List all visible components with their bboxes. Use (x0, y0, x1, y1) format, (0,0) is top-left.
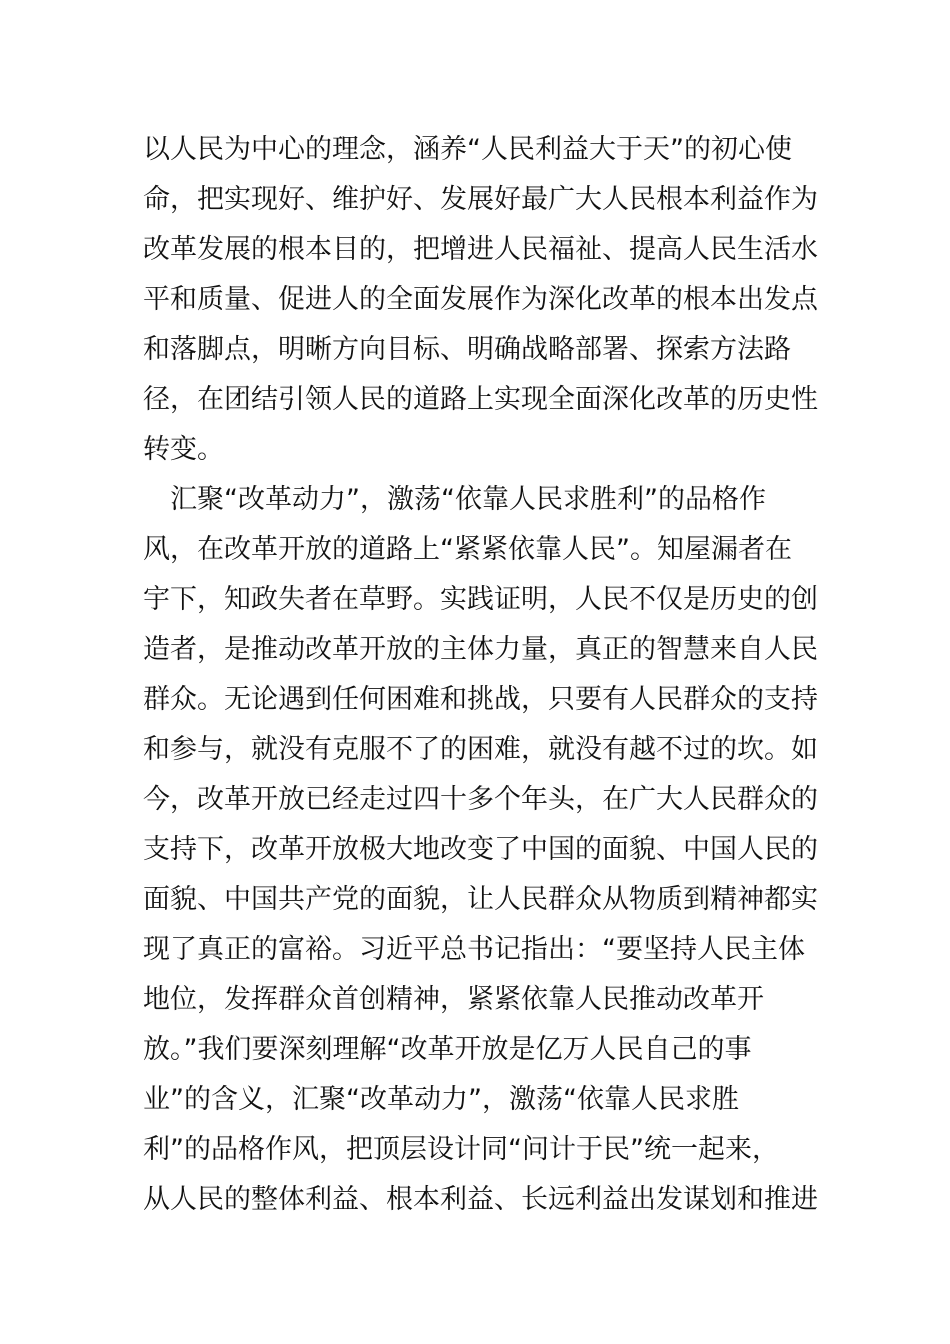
text-line: 和参与，就没有克服不了的困难，就没有越不过的坎。如 (143, 734, 818, 765)
text-line: 地位，发挥群众首创精神，紧紧依靠人民推动改革开 (143, 984, 764, 1015)
text-line: 现了真正的富裕。习近平总书记指出：“要坚持人民主体 (143, 934, 805, 965)
text-line: 平和质量、促进人的全面发展作为深化改革的根本出发点 (143, 284, 818, 315)
text-line: 利”的品格作风，把顶层设计同“问计于民”统一起来， (143, 1134, 779, 1165)
text-line: 和落脚点，明晰方向目标、明确战略部署、探索方法路 (143, 334, 791, 365)
text-line: 业”的含义，汇聚“改革动力”，激荡“依靠人民求胜 (143, 1084, 739, 1115)
text-line: 径，在团结引领人民的道路上实现全面深化改革的历史性 (143, 384, 818, 415)
text-line: 改革发展的根本目的，把增进人民福祉、提高人民生活水 (143, 234, 818, 265)
text-line: 宇下，知政失者在草野。实践证明，人民不仅是历史的创 (143, 584, 818, 615)
text-line: 造者，是推动改革开放的主体力量，真正的智慧来自人民 (143, 634, 818, 665)
text-line: 从人民的整体利益、根本利益、长远利益出发谋划和推进 (143, 1184, 818, 1215)
text-line: 汇聚“改革动力”，激荡“依靠人民求胜利”的品格作 (170, 484, 766, 515)
text-line: 风，在改革开放的道路上“紧紧依靠人民”。知屋漏者在 (143, 534, 792, 565)
text-line: 今，改革开放已经走过四十多个年头，在广大人民群众的 (143, 784, 818, 815)
text-line: 放。”我们要深刻理解“改革开放是亿万人民自己的事 (143, 1034, 752, 1065)
text-line: 群众。无论遇到任何困难和挑战，只要有人民群众的支持 (143, 684, 818, 715)
text-line: 以人民为中心的理念，涵养“人民利益大于天”的初心使 (143, 134, 792, 165)
text-line: 转变。 (143, 434, 224, 465)
text-line: 面貌、中国共产党的面貌，让人民群众从物质到精神都实 (143, 884, 818, 915)
text-line: 命，把实现好、维护好、发展好最广大人民根本利益作为 (143, 184, 818, 215)
text-line: 支持下，改革开放极大地改变了中国的面貌、中国人民的 (143, 834, 818, 865)
